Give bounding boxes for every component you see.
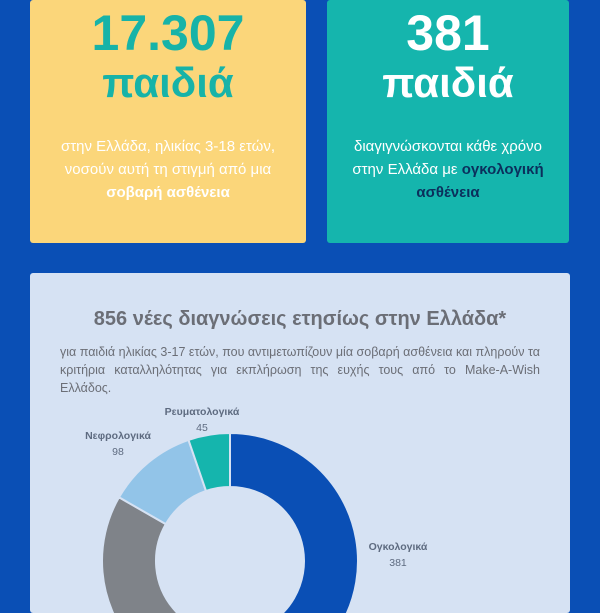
diagnoses-panel <box>30 273 570 613</box>
category-label: Νεφρολογικά <box>85 430 151 442</box>
stat-unit: παιδιά <box>102 59 234 106</box>
stat-description: διαγιγνώσκονται κάθε χρόνο στην Ελλάδα με ογκολογική ασθένεια <box>352 138 544 201</box>
stat-description: στην Ελλάδα, ηλικίας 3-18 ετών, νοσούν αυτή τη στιγμή από μια σοβαρή ασθένεια <box>60 138 276 201</box>
stat-card-oncology <box>327 0 569 243</box>
stat-card-children-ill <box>30 0 306 243</box>
category-label: Ρευματολογικά <box>164 406 240 418</box>
category-value: 381 <box>389 557 407 569</box>
slice-oncology <box>230 433 358 613</box>
label-nephrology <box>68 428 168 460</box>
label-oncology <box>348 539 448 571</box>
stat-number: 381 <box>406 5 490 61</box>
category-value: 45 <box>196 422 208 434</box>
category-value: 98 <box>112 446 124 458</box>
stat-number: 17.307 <box>91 5 245 61</box>
stat-unit: παιδιά <box>382 59 514 106</box>
panel-subtitle: για παιδιά ηλικίας 3-17 ετών, που αντιμετωπίζουν μία σοβαρή ασθένεια και πληρούν τα κριτήρια καταλληλότητας για εκπλήρωση της ευχής τους από το Make-A-Wish Ελλάδος. <box>60 345 540 395</box>
panel-title: 856 νέες διαγνώσεις ετησίως στην Ελλάδα* <box>93 308 507 330</box>
stat-description-bold: ογκολογική ασθένεια <box>416 161 544 201</box>
category-label: Ογκολογικά <box>368 541 428 553</box>
stat-description-bold: σοβαρή ασθένεια <box>106 184 230 201</box>
slice-other <box>102 497 273 613</box>
